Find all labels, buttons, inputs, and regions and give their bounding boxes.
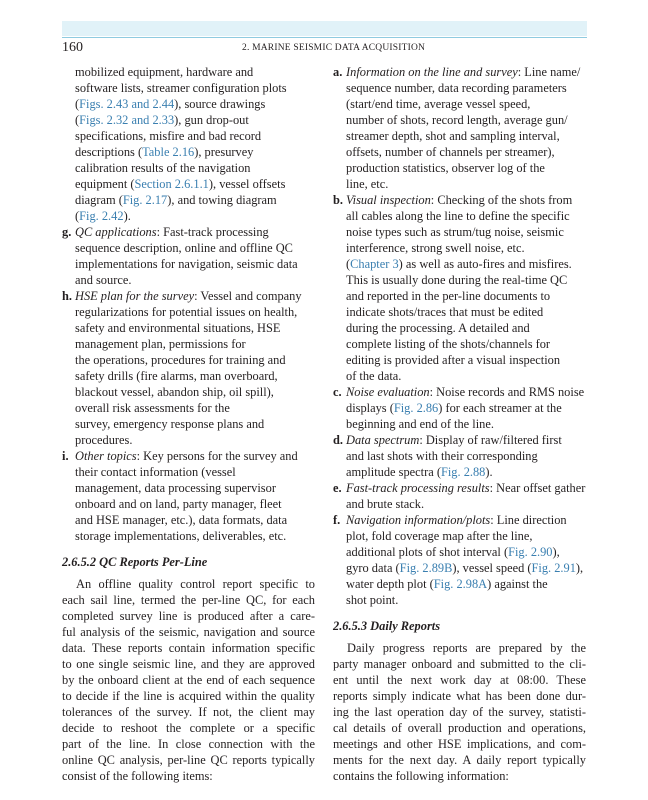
text-line: and reported in the per-line documents to	[346, 289, 551, 303]
cross-reference-link[interactable]: Figs. 2.43 and 2.44	[79, 97, 175, 111]
text-line: ing the last operation day of the survey, statisti-	[333, 705, 586, 719]
list-marker: f.	[333, 513, 341, 527]
text-line: online QC analysis, per-line QC reports typically	[62, 753, 315, 767]
text-line: the operations, procedures for training and	[75, 353, 286, 367]
page-header	[62, 37, 587, 58]
text-line: and last shots with their corresponding	[346, 449, 538, 463]
text-line: reports simply indicate what has been done dur-	[333, 689, 586, 703]
item-title: Information on the line and survey	[346, 65, 518, 79]
text-line: number of shots, record length, average gun/	[346, 113, 568, 127]
text-line: management, data processing supervisor	[75, 481, 276, 495]
right-column	[333, 64, 586, 784]
cross-reference-link[interactable]: Chapter 3	[350, 257, 399, 271]
list-item	[62, 224, 315, 288]
text-line: water depth plot (Fig. 2.98A) against the	[346, 577, 548, 591]
list-marker: b.	[333, 193, 343, 207]
text-line: procedures.	[75, 433, 133, 447]
item-title: Noise evaluation	[346, 385, 430, 399]
text-line: ful analysis of the seismic, navigation and source	[62, 625, 315, 639]
left-column	[62, 64, 315, 784]
text-line: noise types such as strum/tug noise, seismic	[346, 225, 564, 239]
text-line: during the processing. A detailed and	[346, 321, 530, 335]
text-line: b. Visual inspection: Checking of the shots from	[333, 193, 573, 207]
text-line: all cables along the line to define the specific	[346, 209, 570, 223]
section-heading-qc-per-line: 2.6.5.2 QC Reports Per-Line	[62, 555, 208, 569]
section-heading-daily-reports: 2.6.5.3 Daily Reports	[333, 619, 441, 633]
text-line: regularizations for potential issues on health,	[75, 305, 298, 319]
text-line: safety and environmental situations, HSE	[75, 321, 281, 335]
text-line: overall risk assessments for the	[75, 401, 230, 415]
text-line: and HSE manager, etc.), data formats, data	[75, 513, 288, 527]
text-line: plot, fold coverage map after the line,	[346, 529, 533, 543]
text-line: completed survey line is produced after a care-	[62, 609, 315, 623]
text-line: ments for the next day. A daily report typically	[333, 753, 586, 767]
text-line: mobilized equipment, hardware and	[75, 65, 254, 79]
list-item	[333, 512, 586, 608]
cross-reference-link[interactable]: Fig. 2.42	[79, 209, 124, 223]
list-marker: h.	[62, 289, 72, 303]
list-item	[62, 288, 315, 448]
text-line: offsets, number of channels per streamer),	[346, 145, 555, 159]
list-marker: d.	[333, 433, 343, 447]
text-line: sequence number, data recording parameters	[346, 81, 567, 95]
list-item	[62, 448, 315, 544]
item-title: Data spectrum	[346, 433, 420, 447]
cross-reference-link[interactable]: Fig. 2.90	[508, 545, 553, 559]
text-line: management plan, permissions for	[75, 337, 246, 351]
cross-reference-link[interactable]: Fig. 2.17	[122, 193, 168, 207]
text-line: and source.	[75, 273, 132, 287]
text-line: f. Navigation information/plots: Line direction	[333, 513, 567, 527]
header-color-band	[62, 21, 587, 36]
text-line: ent until the next work day at 08:00. These	[333, 673, 586, 687]
text-line: interference, strong swell noise, etc.	[346, 241, 525, 255]
cross-reference-link[interactable]: Section 2.6.1.1	[134, 177, 209, 191]
text-line: sequence description, online and offline QC	[75, 241, 293, 255]
text-line: each sail line, termed the per-line QC, for each	[62, 593, 315, 607]
text-line: cal details of overall production and operations,	[333, 721, 586, 735]
text-line: part of the line. In close connection with the	[62, 737, 315, 751]
text-line: c. Noise evaluation: Noise records and RMS noise	[333, 385, 585, 399]
text-line: gyro data (Fig. 2.89B), vessel speed (Fig. 2.91),	[346, 561, 584, 575]
cross-reference-link[interactable]: Figs. 2.32 and 2.33	[79, 113, 175, 127]
text-line: blackout vessel, abandon ship, oil spill),	[75, 385, 274, 399]
text-line: beginning and end of the line.	[346, 417, 494, 431]
text-line: g. QC applications: Fast-track processing	[62, 225, 269, 239]
text-line: (Figs. 2.32 and 2.33), gun drop-out	[75, 113, 249, 127]
text-line: (start/end time, average vessel speed,	[346, 97, 531, 111]
list-item	[333, 384, 586, 432]
item-title: Other topics	[75, 449, 137, 463]
text-line: Daily progress reports are prepared by the	[347, 641, 586, 655]
text-line: contains the following information:	[333, 769, 509, 783]
text-line: a. Information on the line and survey: Line name/	[333, 65, 581, 79]
list-item	[333, 64, 586, 192]
cross-reference-link[interactable]: Fig. 2.89B	[399, 561, 453, 575]
text-line: to decide if the line is acquired within the quality	[62, 689, 315, 703]
cross-reference-link[interactable]: Fig. 2.86	[393, 401, 439, 415]
text-line: meetings and other HSE implications, and com-	[333, 737, 586, 751]
text-line: production statistics, observer log of the	[346, 161, 545, 175]
text-line: complete listing of the shots/channels for	[346, 337, 551, 351]
text-line: and brute stack.	[346, 497, 425, 511]
text-line: additional plots of shot interval (Fig. 2.90),	[346, 545, 560, 559]
text-line: implementations for navigation, seismic data	[75, 257, 298, 271]
cross-reference-link[interactable]: Fig. 2.98A	[433, 577, 488, 591]
text-line: software lists, streamer configuration plots	[75, 81, 287, 95]
text-line: survey, emergency response plans and	[75, 417, 265, 431]
list-marker: g.	[62, 225, 72, 239]
left-list	[62, 224, 315, 544]
text-line: by the onboard client at the end of each sequence	[62, 673, 315, 687]
text-line: onboard and on land, party manager, fleet	[75, 497, 282, 511]
text-line: storage implementations, deliverables, etc.	[75, 529, 287, 543]
text-line: consist of the following items:	[62, 769, 213, 783]
right-list	[333, 64, 586, 608]
text-line: e. Fast-track processing results: Near offset gather	[333, 481, 586, 495]
running-head: 2. MARINE SEISMIC DATA ACQUISITION	[242, 43, 426, 53]
cross-reference-link[interactable]: Table 2.16	[142, 145, 195, 159]
list-marker: c.	[333, 385, 342, 399]
text-line: specifications, misfire and bad record	[75, 129, 262, 143]
list-item	[333, 432, 586, 480]
text-line: i. Other topics: Key persons for the survey and	[62, 449, 298, 463]
text-line: editing is provided after a visual inspection	[346, 353, 561, 367]
text-line: decide to reshoot the complete or a specific	[62, 721, 315, 735]
text-line: An offline quality control report specific to	[76, 577, 315, 591]
text-line: descriptions (Table 2.16), presurvey	[75, 145, 254, 159]
text-line: This is usually done during the real-time QC	[346, 273, 568, 287]
text-line: (Fig. 2.42).	[75, 209, 131, 223]
page-number: 160	[62, 40, 83, 55]
list-item	[333, 480, 586, 512]
list-marker: e.	[333, 481, 342, 495]
text-line: to one single seismic line, and they are approved	[62, 657, 315, 671]
text-line: (Chapter 3) as well as auto-fires and misfires.	[346, 257, 572, 271]
text-line: indicate shots/traces that must be edited	[346, 305, 544, 319]
text-line: streamer depth, shot and sampling interval,	[346, 129, 560, 143]
text-line: shot point.	[346, 593, 399, 607]
paragraph-daily-reports	[333, 640, 586, 784]
paragraph-qc-per-line	[62, 576, 315, 784]
item-title: Fast-track processing results	[346, 481, 490, 495]
list-marker: a.	[333, 65, 343, 79]
text-line: line, etc.	[346, 177, 389, 191]
cross-reference-link[interactable]: Fig. 2.91	[531, 561, 576, 575]
text-line: safety drills (fire alarms, man overboard,	[75, 369, 278, 383]
text-line: displays (Fig. 2.86) for each streamer at the	[346, 401, 562, 415]
text-line: amplitude spectra (Fig. 2.88).	[346, 465, 493, 479]
text-line: calibration results of the navigation	[75, 161, 251, 175]
text-line: party manager onboard and submitted to the cli-	[333, 657, 586, 671]
text-line: tolerances of the survey. If not, the client may	[62, 705, 315, 719]
list-continuation	[62, 64, 315, 224]
text-line: their contact information (vessel	[75, 465, 236, 479]
text-line: equipment (Section 2.6.1.1), vessel offsets	[75, 177, 286, 191]
list-item	[333, 192, 586, 384]
item-title: QC applications	[75, 225, 157, 239]
text-line: data. These reports contain information specific	[62, 641, 315, 655]
text-line: d. Data spectrum: Display of raw/filtered first	[333, 433, 562, 447]
list-marker: i.	[62, 449, 69, 463]
text-line: (Figs. 2.43 and 2.44), source drawings	[75, 97, 266, 111]
text-line: diagram (Fig. 2.17), and towing diagram	[75, 193, 277, 207]
text-line: h. HSE plan for the survey: Vessel and company	[62, 289, 302, 303]
text-line: of the data.	[346, 369, 402, 383]
cross-reference-link[interactable]: Fig. 2.88	[440, 465, 486, 479]
item-title: Navigation information/plots	[346, 513, 491, 527]
item-title: HSE plan for the survey	[75, 289, 195, 303]
item-title: Visual inspection	[346, 193, 431, 207]
